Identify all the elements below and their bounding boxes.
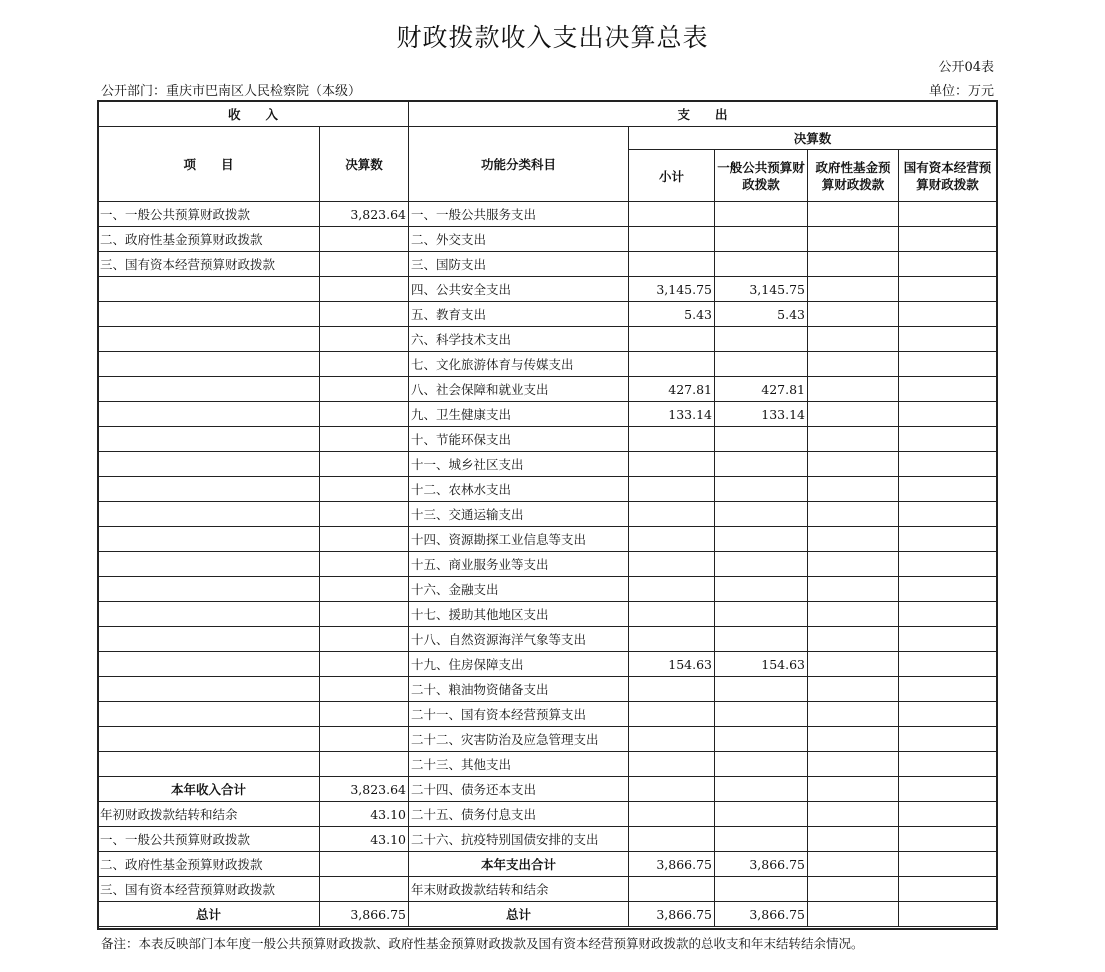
table-row bbox=[98, 527, 997, 552]
income-amount-cell bbox=[320, 227, 409, 252]
subtotal-cell: 3,866.75 bbox=[629, 852, 715, 877]
table-number: 公开04表 bbox=[938, 60, 994, 75]
state-capital-cell bbox=[899, 852, 997, 877]
item-header: 项 目 bbox=[98, 127, 320, 202]
state-capital-cell bbox=[899, 627, 997, 652]
expense-item-cell: 本年支出合计 bbox=[409, 852, 629, 877]
subtotal-cell bbox=[629, 452, 715, 477]
income-item-cell: 三、国有资本经营预算财政拨款 bbox=[98, 252, 320, 277]
state-capital-cell bbox=[899, 352, 997, 377]
income-amount-cell: 3,823.64 bbox=[320, 777, 409, 802]
table-row bbox=[98, 452, 997, 477]
general-budget-cell bbox=[715, 552, 808, 577]
table-row bbox=[98, 302, 997, 327]
general-budget-cell: 154.63 bbox=[715, 652, 808, 677]
gov-fund-cell bbox=[808, 727, 899, 752]
income-amount-cell bbox=[320, 502, 409, 527]
expense-item-cell: 十一、城乡社区支出 bbox=[409, 452, 629, 477]
state-capital-cell bbox=[899, 602, 997, 627]
expense-item-cell: 五、教育支出 bbox=[409, 302, 629, 327]
subtotal-cell: 5.43 bbox=[629, 302, 715, 327]
state-capital-cell bbox=[899, 577, 997, 602]
expense-item-cell: 十三、交通运输支出 bbox=[409, 502, 629, 527]
general-budget-cell bbox=[715, 802, 808, 827]
general-budget-cell bbox=[715, 702, 808, 727]
general-budget-cell bbox=[715, 452, 808, 477]
state-capital-cell bbox=[899, 727, 997, 752]
state-capital-cell bbox=[899, 552, 997, 577]
income-item-cell bbox=[98, 327, 320, 352]
gov-fund-cell bbox=[808, 252, 899, 277]
income-amount-cell bbox=[320, 627, 409, 652]
income-item-cell bbox=[98, 552, 320, 577]
general-budget-cell bbox=[715, 752, 808, 777]
income-item-cell bbox=[98, 277, 320, 302]
subtotal-cell bbox=[629, 552, 715, 577]
subtotal-cell bbox=[629, 602, 715, 627]
general-budget-cell bbox=[715, 202, 808, 227]
general-budget-cell bbox=[715, 352, 808, 377]
general-budget-cell bbox=[715, 502, 808, 527]
gov-fund-cell bbox=[808, 327, 899, 352]
gov-fund-cell bbox=[808, 827, 899, 852]
gov-fund-cell bbox=[808, 677, 899, 702]
gov-fund-cell bbox=[808, 352, 899, 377]
expense-item-cell: 二十二、灾害防治及应急管理支出 bbox=[409, 727, 629, 752]
subtotal-cell bbox=[629, 877, 715, 902]
general-budget-cell bbox=[715, 727, 808, 752]
subtotal-cell bbox=[629, 752, 715, 777]
table-row bbox=[98, 877, 997, 902]
gov-fund-cell bbox=[808, 602, 899, 627]
state-capital-cell bbox=[899, 702, 997, 727]
state-capital-cell bbox=[899, 327, 997, 352]
expense-item-cell: 十四、资源勘探工业信息等支出 bbox=[409, 527, 629, 552]
income-amount-cell bbox=[320, 527, 409, 552]
subtotal-cell: 427.81 bbox=[629, 377, 715, 402]
income-item-cell: 二、政府性基金预算财政拨款 bbox=[98, 227, 320, 252]
income-amount-cell bbox=[320, 727, 409, 752]
income-amount-cell: 43.10 bbox=[320, 827, 409, 852]
state-capital-cell bbox=[899, 427, 997, 452]
income-item-cell bbox=[98, 527, 320, 552]
table-row bbox=[98, 852, 997, 877]
state-capital-cell bbox=[899, 652, 997, 677]
expense-item-cell: 二十四、债务还本支出 bbox=[409, 777, 629, 802]
general-budget-cell bbox=[715, 252, 808, 277]
subtotal-cell bbox=[629, 777, 715, 802]
state-capital-cell bbox=[899, 677, 997, 702]
expense-item-cell: 一、一般公共服务支出 bbox=[409, 202, 629, 227]
expense-item-cell: 十七、援助其他地区支出 bbox=[409, 602, 629, 627]
gov-fund-cell bbox=[808, 427, 899, 452]
income-amount-cell bbox=[320, 602, 409, 627]
state-capital-cell bbox=[899, 277, 997, 302]
function-class-header: 功能分类科目 bbox=[409, 127, 629, 202]
gov-fund-cell bbox=[808, 227, 899, 252]
table-row bbox=[98, 477, 997, 502]
subtotal-cell bbox=[629, 827, 715, 852]
page-title: 财政拨款收入支出决算总表 bbox=[396, 23, 709, 52]
general-budget-cell bbox=[715, 627, 808, 652]
gov-fund-cell bbox=[808, 702, 899, 727]
expense-item-cell: 总计 bbox=[409, 902, 629, 927]
table-row bbox=[98, 427, 997, 452]
general-budget-cell: 3,866.75 bbox=[715, 902, 808, 927]
table-row bbox=[98, 702, 997, 727]
gov-fund-cell bbox=[808, 402, 899, 427]
income-amount-cell bbox=[320, 752, 409, 777]
state-capital-cell bbox=[899, 502, 997, 527]
state-capital-cell bbox=[899, 252, 997, 277]
subtotal-cell: 3,866.75 bbox=[629, 902, 715, 927]
table-row bbox=[98, 677, 997, 702]
amount-header: 决算数 bbox=[320, 127, 409, 202]
expense-item-cell: 二十六、抗疫特别国债安排的支出 bbox=[409, 827, 629, 852]
income-amount-cell bbox=[320, 577, 409, 602]
table-row bbox=[98, 602, 997, 627]
expense-item-cell: 十六、金融支出 bbox=[409, 577, 629, 602]
gov-fund-cell bbox=[808, 452, 899, 477]
income-amount-cell bbox=[320, 377, 409, 402]
income-item-cell: 本年收入合计 bbox=[98, 777, 320, 802]
state-capital-cell bbox=[899, 802, 997, 827]
income-item-cell bbox=[98, 627, 320, 652]
subtotal-cell: 154.63 bbox=[629, 652, 715, 677]
general-budget-cell bbox=[715, 227, 808, 252]
state-capital-cell bbox=[899, 527, 997, 552]
income-amount-cell bbox=[320, 427, 409, 452]
table-row bbox=[98, 552, 997, 577]
income-amount-cell bbox=[320, 552, 409, 577]
income-item-cell bbox=[98, 302, 320, 327]
gov-fund-cell bbox=[808, 777, 899, 802]
income-amount-cell bbox=[320, 402, 409, 427]
expense-item-cell: 四、公共安全支出 bbox=[409, 277, 629, 302]
subtotal-cell: 133.14 bbox=[629, 402, 715, 427]
income-amount-cell bbox=[320, 652, 409, 677]
expense-item-cell: 十九、住房保障支出 bbox=[409, 652, 629, 677]
gov-fund-cell bbox=[808, 752, 899, 777]
general-budget-cell bbox=[715, 427, 808, 452]
gov-fund-header: 政府性基金预算财政拨款 bbox=[808, 150, 899, 202]
general-budget-cell bbox=[715, 602, 808, 627]
income-amount-cell: 3,866.75 bbox=[320, 902, 409, 927]
state-capital-cell bbox=[899, 377, 997, 402]
general-budget-cell bbox=[715, 327, 808, 352]
income-item-cell bbox=[98, 402, 320, 427]
subtotal-cell: 3,145.75 bbox=[629, 277, 715, 302]
income-amount-cell bbox=[320, 302, 409, 327]
income-item-cell: 年初财政拨款结转和结余 bbox=[98, 802, 320, 827]
general-budget-cell bbox=[715, 577, 808, 602]
subtotal-cell bbox=[629, 702, 715, 727]
income-amount-cell bbox=[320, 877, 409, 902]
income-amount-cell bbox=[320, 277, 409, 302]
table-row bbox=[98, 277, 997, 302]
table-row bbox=[98, 627, 997, 652]
expense-item-cell: 十、节能环保支出 bbox=[409, 427, 629, 452]
general-budget-header: 一般公共预算财政拨款 bbox=[715, 150, 808, 202]
state-capital-cell bbox=[899, 827, 997, 852]
expense-item-cell: 七、文化旅游体育与传媒支出 bbox=[409, 352, 629, 377]
income-item-cell: 三、国有资本经营预算财政拨款 bbox=[98, 877, 320, 902]
expense-item-cell: 二十三、其他支出 bbox=[409, 752, 629, 777]
general-budget-cell: 3,866.75 bbox=[715, 852, 808, 877]
gov-fund-cell bbox=[808, 377, 899, 402]
income-amount-cell bbox=[320, 352, 409, 377]
gov-fund-cell bbox=[808, 277, 899, 302]
income-item-cell bbox=[98, 427, 320, 452]
state-capital-cell bbox=[899, 227, 997, 252]
income-amount-cell bbox=[320, 252, 409, 277]
expense-item-cell: 年末财政拨款结转和结余 bbox=[409, 877, 629, 902]
subtotal-cell bbox=[629, 727, 715, 752]
income-item-cell bbox=[98, 452, 320, 477]
income-amount-cell bbox=[320, 327, 409, 352]
table-row bbox=[98, 502, 997, 527]
table-row bbox=[98, 902, 997, 927]
table-row bbox=[98, 202, 997, 227]
state-capital-cell bbox=[899, 877, 997, 902]
subtotal-cell bbox=[629, 502, 715, 527]
general-budget-cell bbox=[715, 527, 808, 552]
table-row bbox=[98, 577, 997, 602]
general-budget-cell: 5.43 bbox=[715, 302, 808, 327]
expense-item-cell: 二十一、国有资本经营预算支出 bbox=[409, 702, 629, 727]
table-row bbox=[98, 252, 997, 277]
expense-item-cell: 十二、农林水支出 bbox=[409, 477, 629, 502]
income-item-cell bbox=[98, 677, 320, 702]
subtotal-cell bbox=[629, 202, 715, 227]
state-capital-cell bbox=[899, 777, 997, 802]
expense-item-cell: 八、社会保障和就业支出 bbox=[409, 377, 629, 402]
income-item-cell bbox=[98, 602, 320, 627]
expense-item-cell: 三、国防支出 bbox=[409, 252, 629, 277]
income-header: 收 入 bbox=[98, 101, 409, 127]
gov-fund-cell bbox=[808, 502, 899, 527]
gov-fund-cell bbox=[808, 652, 899, 677]
department-label: 公开部门：重庆市巴南区人民检察院（本级） bbox=[101, 84, 362, 99]
income-item-cell bbox=[98, 502, 320, 527]
table-row bbox=[98, 327, 997, 352]
income-item-cell bbox=[98, 702, 320, 727]
expense-item-cell: 二十五、债务付息支出 bbox=[409, 802, 629, 827]
expense-item-cell: 二十、粮油物资储备支出 bbox=[409, 677, 629, 702]
state-capital-header: 国有资本经营预算财政拨款 bbox=[899, 150, 997, 202]
income-amount-cell bbox=[320, 852, 409, 877]
expense-item-cell: 六、科学技术支出 bbox=[409, 327, 629, 352]
income-item-cell: 二、政府性基金预算财政拨款 bbox=[98, 852, 320, 877]
state-capital-cell bbox=[899, 302, 997, 327]
general-budget-cell: 133.14 bbox=[715, 402, 808, 427]
subtotal-cell bbox=[629, 252, 715, 277]
final-amount-header: 决算数 bbox=[629, 127, 997, 150]
subtotal-cell bbox=[629, 802, 715, 827]
subtotal-cell bbox=[629, 227, 715, 252]
table-row bbox=[98, 227, 997, 252]
expense-item-cell: 九、卫生健康支出 bbox=[409, 402, 629, 427]
income-item-cell: 一、一般公共预算财政拨款 bbox=[98, 202, 320, 227]
subtotal-header: 小计 bbox=[629, 150, 715, 202]
general-budget-cell: 427.81 bbox=[715, 377, 808, 402]
state-capital-cell bbox=[899, 902, 997, 927]
general-budget-cell bbox=[715, 677, 808, 702]
subtotal-cell bbox=[629, 427, 715, 452]
state-capital-cell bbox=[899, 477, 997, 502]
subtotal-cell bbox=[629, 352, 715, 377]
income-item-cell bbox=[98, 752, 320, 777]
expense-header: 支 出 bbox=[409, 101, 997, 127]
table-row bbox=[98, 827, 997, 852]
gov-fund-cell bbox=[808, 527, 899, 552]
income-amount-cell bbox=[320, 677, 409, 702]
gov-fund-cell bbox=[808, 552, 899, 577]
general-budget-cell bbox=[715, 477, 808, 502]
expense-item-cell: 二、外交支出 bbox=[409, 227, 629, 252]
general-budget-cell bbox=[715, 877, 808, 902]
income-item-cell bbox=[98, 727, 320, 752]
state-capital-cell bbox=[899, 202, 997, 227]
income-amount-cell: 3,823.64 bbox=[320, 202, 409, 227]
gov-fund-cell bbox=[808, 902, 899, 927]
table-row bbox=[98, 402, 997, 427]
table-row bbox=[98, 727, 997, 752]
table-row bbox=[98, 652, 997, 677]
state-capital-cell bbox=[899, 452, 997, 477]
table-row bbox=[98, 352, 997, 377]
income-item-cell bbox=[98, 652, 320, 677]
footnote: 备注：本表反映部门本年度一般公共预算财政拨款、政府性基金预算财政拨款及国有资本经营预算财政拨款的总收支和年末结转结余情况。 bbox=[101, 936, 864, 951]
table-row bbox=[98, 802, 997, 827]
gov-fund-cell bbox=[808, 477, 899, 502]
income-item-cell: 总计 bbox=[98, 902, 320, 927]
income-item-cell: 一、一般公共预算财政拨款 bbox=[98, 827, 320, 852]
subtotal-cell bbox=[629, 577, 715, 602]
table-row bbox=[98, 752, 997, 777]
gov-fund-cell bbox=[808, 202, 899, 227]
income-amount-cell bbox=[320, 477, 409, 502]
table-row bbox=[98, 377, 997, 402]
unit-label: 单位：万元 bbox=[928, 84, 994, 99]
budget-table bbox=[97, 100, 997, 927]
income-amount-cell: 43.10 bbox=[320, 802, 409, 827]
gov-fund-cell bbox=[808, 577, 899, 602]
subtotal-cell bbox=[629, 677, 715, 702]
gov-fund-cell bbox=[808, 852, 899, 877]
subtotal-cell bbox=[629, 527, 715, 552]
expense-item-cell: 十八、自然资源海洋气象等支出 bbox=[409, 627, 629, 652]
subtotal-cell bbox=[629, 477, 715, 502]
subtotal-cell bbox=[629, 327, 715, 352]
gov-fund-cell bbox=[808, 627, 899, 652]
general-budget-cell bbox=[715, 777, 808, 802]
income-item-cell bbox=[98, 352, 320, 377]
expense-item-cell: 十五、商业服务业等支出 bbox=[409, 552, 629, 577]
income-item-cell bbox=[98, 577, 320, 602]
gov-fund-cell bbox=[808, 877, 899, 902]
income-item-cell bbox=[98, 477, 320, 502]
state-capital-cell bbox=[899, 752, 997, 777]
table-row bbox=[98, 777, 997, 802]
gov-fund-cell bbox=[808, 302, 899, 327]
state-capital-cell bbox=[899, 402, 997, 427]
income-item-cell bbox=[98, 377, 320, 402]
general-budget-cell: 3,145.75 bbox=[715, 277, 808, 302]
gov-fund-cell bbox=[808, 802, 899, 827]
income-amount-cell bbox=[320, 452, 409, 477]
subtotal-cell bbox=[629, 627, 715, 652]
general-budget-cell bbox=[715, 827, 808, 852]
income-amount-cell bbox=[320, 702, 409, 727]
